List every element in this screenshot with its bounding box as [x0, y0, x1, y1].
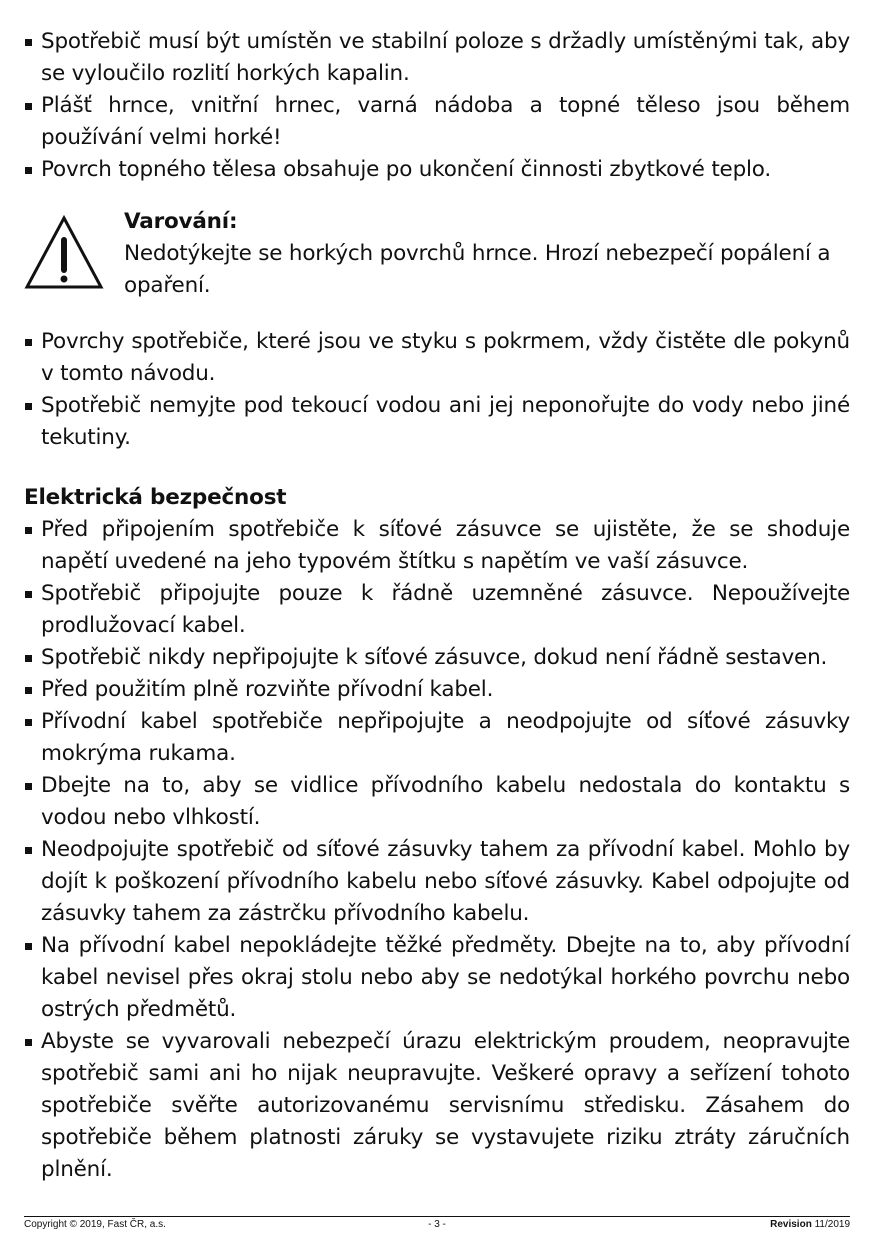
list-item: Abyste se vyvarovali nebezpečí úrazu elektrickým proudem, neopravujte spotřebič sami ani ho nijak neupravujte. Veškeré opravy a seřízení tohoto spotřebiče svěřte autorizovanému servisnímu středisku. Zásahem do spotřebiče během platnosti záruky se vystavujete riziku ztráty záručních plnění. [24, 1026, 850, 1186]
list-item: Přívodní kabel spotřebiče nepřipojujte a neodpojujte od síťové zásuvky mokrýma rukama. [24, 706, 850, 770]
list-item: Spotřebič připojujte pouze k řádně uzemněné zásuvce. Nepoužívejte prodlužovací kabel. [24, 578, 850, 642]
bullet-list-top [24, 26, 850, 186]
warning-text-block [124, 206, 850, 302]
bullet-list-middle [24, 326, 850, 454]
list-item: Dbejte na to, aby se vidlice přívodního kabelu nedostala do kontaktu s vodou nebo vlhkostí. [24, 770, 850, 834]
list-item: Spotřebič nemyjte pod tekoucí vodou ani jej neponořujte do vody nebo jiné tekutiny. [24, 390, 850, 454]
footer-revision-label: Revision [770, 1219, 812, 1230]
document-page [24, 26, 850, 1186]
list-item: Povrch topného tělesa obsahuje po ukončení činnosti zbytkové teplo. [24, 154, 850, 186]
bullet-list-electrical [24, 514, 850, 1186]
footer-revision-value: 11/2019 [814, 1219, 850, 1230]
list-item: Plášť hrnce, vnitřní hrnec, varná nádoba a topné těleso jsou během používání velmi horké! [24, 90, 850, 154]
warning-box [24, 206, 850, 306]
warning-text: Nedotýkejte se horkých povrchů hrnce. Hrozí nebezpečí popálení a opaření. [124, 241, 831, 298]
footer-page-number: - 3 - [428, 1219, 446, 1230]
list-item: Na přívodní kabel nepokládejte těžké předměty. Dbejte na to, aby přívodní kabel nevisel přes okraj stolu nebo aby se nedotýkal horkého povrchu nebo ostrých předmětů. [24, 930, 850, 1026]
list-item: Před použitím plně rozviňte přívodní kabel. [24, 674, 850, 706]
list-item: Před připojením spotřebiče k síťové zásuvce se ujistěte, že se shoduje napětí uvedené na jeho typovém štítku s napětím ve vaší zásuvce. [24, 514, 850, 578]
page-footer [24, 1216, 850, 1230]
list-item: Povrchy spotřebiče, které jsou ve styku s pokrmem, vždy čistěte dle pokynů v tomto návodu. [24, 326, 850, 390]
section-heading: Elektrická bezpečnost [24, 485, 287, 510]
footer-copyright: Copyright © 2019, Fast ČR, a.s. [24, 1219, 166, 1230]
warning-title: Varování: [124, 209, 238, 234]
list-item: Spotřebič musí být umístěn ve stabilní poloze s držadly umístěnými tak, aby se vyloučilo rozlití horkých kapalin. [24, 26, 850, 90]
list-item: Spotřebič nikdy nepřipojujte k síťové zásuvce, dokud není řádně sestaven. [24, 642, 850, 674]
list-item: Neodpojujte spotřebič od síťové zásuvky tahem za přívodní kabel. Mohlo by dojít k poškození přívodního kabelu nebo síťové zásuvky. Kabel odpojujte od zásuvky tahem za zástrčku přívodního kabelu. [24, 834, 850, 930]
warning-triangle-icon [24, 214, 104, 292]
